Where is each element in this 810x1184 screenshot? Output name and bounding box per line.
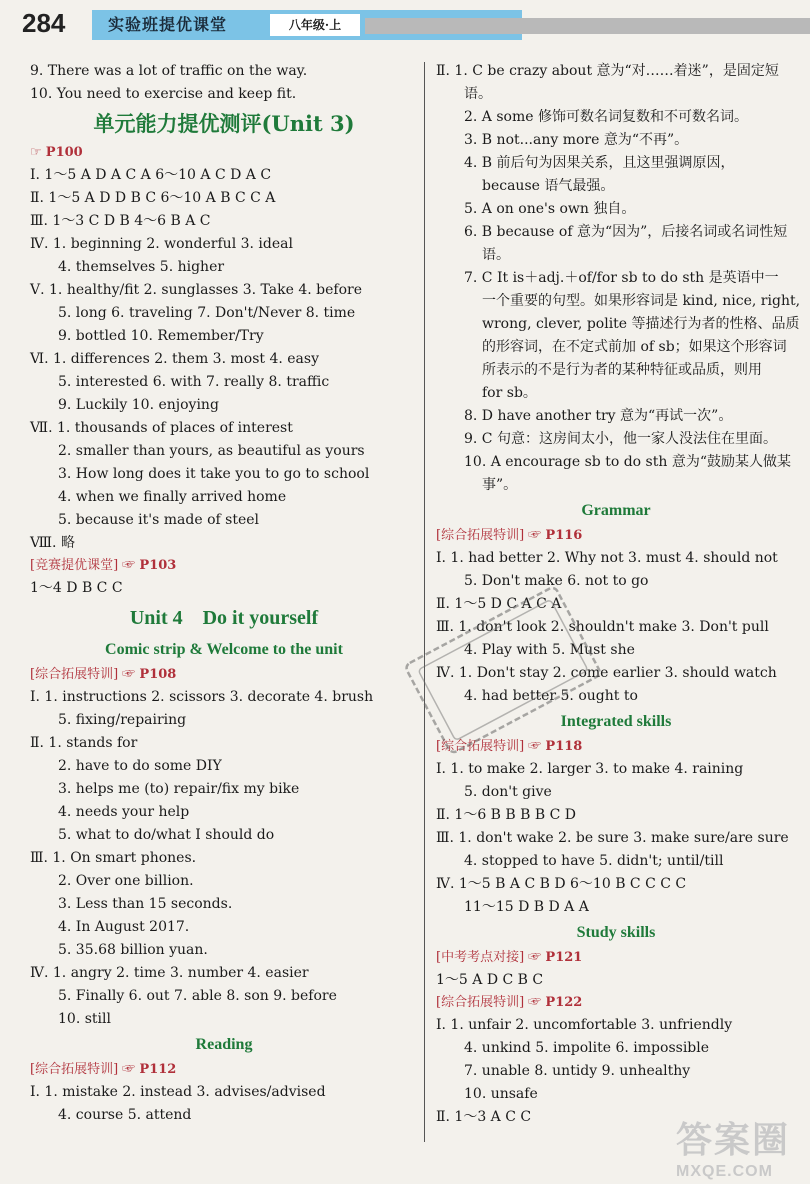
section-title: Comic strip & Welcome to the unit: [105, 641, 343, 658]
answer-line: 4. themselves 5. higher: [58, 259, 225, 275]
answer-line: 5. don't give: [464, 784, 552, 800]
answer-line: 5. Finally 6. out 7. able 8. son 9. before: [58, 988, 337, 1004]
answer-line: 4. unkind 5. impolite 6. impossible: [464, 1040, 710, 1056]
answer-line: 10. unsafe: [464, 1086, 538, 1102]
answer-line: 2. A some 修饰可数名词复数和不可数名词。: [464, 109, 748, 125]
pointer-icon: ☞: [118, 667, 140, 682]
book-title: 实验班提优课堂: [108, 15, 228, 34]
answer-line: 1～4 D B C C: [30, 580, 123, 596]
answer-line: Ⅳ. 1. angry 2. time 3. number 4. easier: [30, 965, 309, 981]
page-ref-number: P103: [139, 558, 177, 573]
answer-line: 9. Luckily 10. enjoying: [58, 397, 219, 413]
answer-line: 7. C It is＋adj.＋of/for sb to do sth 是英语中一: [464, 270, 779, 286]
answer-line: 4. In August 2017.: [58, 919, 190, 935]
answer-line: Ⅱ. 1～6 B B B B C D: [436, 807, 577, 823]
answer-line: Ⅰ. 1. mistake 2. instead 3. advises/advised: [30, 1084, 326, 1100]
answer-line: for sb。: [482, 385, 537, 401]
answer-line: 的形容词，在不定式前加 of sb；如果这个形容词: [482, 339, 787, 355]
answer-line: because 语气最强。: [482, 178, 615, 194]
answer-line: 语。: [482, 247, 510, 263]
answer-line: 9. C 句意：这房间太小，他一家人没法住在里面。: [464, 431, 777, 447]
answer-line: 4. had better 5. ought to: [464, 688, 638, 704]
answer-line: 4. B 前后句为因果关系，且这里强调原因，: [464, 155, 735, 171]
answer-line: 一个重要的句型。如果形容词是 kind, nice, right,: [482, 293, 801, 309]
answer-line: Ⅰ. 1. unfair 2. uncomfortable 3. unfriendly: [436, 1017, 733, 1033]
header-grey-bar: [365, 18, 810, 34]
answer-line: Ⅲ. 1～3 C D B 4～6 B A C: [30, 213, 211, 229]
answer-line: Ⅳ. 1～5 B A C B D 6～10 B C C C C: [436, 876, 687, 892]
site-watermark: [676, 1112, 804, 1178]
answer-line: Ⅳ. 1. Don't stay 2. come earlier 3. should watch: [436, 665, 777, 681]
answer-line: Ⅱ. 1. stands for: [30, 735, 138, 751]
page-ref: [30, 142, 418, 164]
tag-label: [综合拓展特训]: [436, 995, 525, 1010]
section-tag: [30, 555, 418, 577]
answer-line: 1～5 A D C B C: [436, 972, 544, 988]
answer-line: Ⅷ. 略: [30, 535, 75, 551]
answer-line: Ⅱ. 1. C be crazy about 意为“对……着迷”，是固定短: [436, 63, 779, 79]
answer-line: Ⅰ. 1. instructions 2. scissors 3. decorate 4. brush: [30, 689, 374, 705]
tag-label: [综合拓展特训]: [30, 1062, 119, 1077]
answer-line: 5. because it's made of steel: [58, 512, 260, 528]
answer-line: 9. bottled 10. Remember/Try: [58, 328, 264, 344]
answer-line: Ⅲ. 1. On smart phones.: [30, 850, 197, 866]
answer-line: 11～15 D B D A A: [464, 899, 589, 915]
answer-line: 5. interested 6. with 7. really 8. traffic: [58, 374, 330, 390]
answer-line: Ⅱ. 1～3 A C C: [436, 1109, 532, 1125]
answer-line: 4. course 5. attend: [58, 1107, 192, 1123]
answer-line: 4. needs your help: [58, 804, 190, 820]
answer-line: 5. Don't make 6. not to go: [464, 573, 649, 589]
answer-line: 7. unable 8. untidy 9. unhealthy: [464, 1063, 691, 1079]
answer-line: 6. B because of 意为“因为”，后接名词或名词性短: [464, 224, 788, 240]
section-title: Integrated skills: [560, 713, 672, 730]
answer-line: Ⅰ. 1～5 A D A C A 6～10 A C D A C: [30, 167, 272, 183]
section-title: Grammar: [581, 502, 651, 519]
answer-line: 5. fixing/repairing: [58, 712, 187, 728]
unit4-title: Unit 4 Do it yourself: [129, 607, 319, 629]
answer-line: 3. helps me (to) repair/fix my bike: [58, 781, 300, 797]
answer-line: Ⅳ. 1. beginning 2. wonderful 3. ideal: [30, 236, 293, 252]
answer-line: Ⅲ. 1. don't look 2. shouldn't make 3. Don't pull: [436, 619, 769, 635]
answer-line: 语。: [464, 86, 492, 102]
pointer-icon: ☞: [118, 1062, 140, 1077]
section-tag: [436, 947, 796, 969]
answer-line: 2. have to do some DIY: [58, 758, 222, 774]
pointer-icon: ☞: [524, 528, 546, 543]
page-ref-number: P118: [545, 739, 583, 754]
page-ref-number: P121: [545, 950, 583, 965]
tag-label: [综合拓展特训]: [436, 739, 525, 754]
answer-line: 9. There was a lot of traffic on the way.: [30, 63, 308, 79]
answer-line: 4. when we finally arrived home: [58, 489, 287, 505]
section-title: Reading: [195, 1036, 253, 1053]
answer-line: Ⅴ. 1. healthy/fit 2. sunglasses 3. Take 4. before: [30, 282, 362, 298]
page-ref-number: P100: [45, 145, 83, 160]
left-column: [30, 60, 418, 1127]
answer-line: Ⅰ. 1. had better 2. Why not 3. must 4. should not: [436, 550, 778, 566]
section-title: Study skills: [576, 924, 656, 941]
library-stamp: [398, 585, 608, 755]
section-tag: [436, 525, 796, 547]
watermark-logo-text: 答案圈: [676, 1119, 791, 1160]
answer-line: 所表示的不是行为者的某种特征或品质，则用: [482, 362, 762, 378]
section-tag: [30, 664, 418, 686]
answer-line: 4. Play with 5. Must she: [464, 642, 635, 658]
watermark-url: MXQE.COM: [676, 1163, 773, 1180]
answer-line: 5. what to do/what I should do: [58, 827, 275, 843]
page-ref-number: P112: [139, 1062, 177, 1077]
answer-line: Ⅶ. 1. thousands of places of interest: [30, 420, 293, 436]
answer-line: wrong, clever, polite 等描述行为者的性格、品质: [482, 316, 800, 332]
tag-label: [中考考点对接]: [436, 950, 525, 965]
tag-label: [竞赛提优课堂]: [30, 558, 119, 573]
page-ref-number: P108: [139, 667, 177, 682]
answer-line: 5. long 6. traveling 7. Don't/Never 8. time: [58, 305, 356, 321]
page-number: 284: [22, 8, 66, 38]
answer-line: 5. 35.68 billion yuan.: [58, 942, 208, 958]
answer-line: 10. A encourage sb to do sth 意为“鼓励某人做某: [464, 454, 791, 470]
tag-label: [综合拓展特训]: [436, 528, 525, 543]
answer-line: 4. stopped to have 5. didn't; until/till: [464, 853, 724, 869]
answer-line: Ⅰ. 1. to make 2. larger 3. to make 4. raining: [436, 761, 744, 777]
answer-line: Ⅵ. 1. differences 2. them 3. most 4. easy: [30, 351, 319, 367]
answer-line: 3. B not...any more 意为“不再”。: [464, 132, 689, 148]
tag-label: [综合拓展特训]: [30, 667, 119, 682]
answer-line: 10. You need to exercise and keep fit.: [30, 86, 297, 102]
pointer-icon: ☞: [30, 145, 46, 160]
answer-line: 10. still: [58, 1011, 111, 1027]
section-tag: [436, 992, 796, 1014]
grade-label: 八年级·上: [270, 14, 360, 36]
pointer-icon: ☞: [524, 739, 546, 754]
answer-line: 3. How long does it take you to go to school: [58, 466, 370, 482]
answer-line: Ⅱ. 1～5 D C A C A: [436, 596, 562, 612]
page-ref-number: P122: [545, 995, 583, 1010]
answer-line: 2. Over one billion.: [58, 873, 194, 889]
answer-line: Ⅲ. 1. don't wake 2. be sure 3. make sure/are sure: [436, 830, 789, 846]
answer-line: 事”。: [482, 477, 518, 493]
answer-line: 8. D have another try 意为“再试一次”。: [464, 408, 733, 424]
unit3-test-title: 单元能力提优测评(Unit 3): [93, 111, 355, 136]
page-ref-number: P116: [545, 528, 583, 543]
answer-line: 3. Less than 15 seconds.: [58, 896, 233, 912]
pointer-icon: ☞: [118, 558, 140, 573]
pointer-icon: ☞: [524, 995, 546, 1010]
answer-line: 5. A on one's own 独自。: [464, 201, 636, 217]
answer-line: 2. smaller than yours, as beautiful as yours: [58, 443, 365, 459]
answer-line: Ⅱ. 1～5 A D D B C 6～10 A B C C A: [30, 190, 276, 206]
section-tag: [30, 1059, 418, 1081]
pointer-icon: ☞: [524, 950, 546, 965]
